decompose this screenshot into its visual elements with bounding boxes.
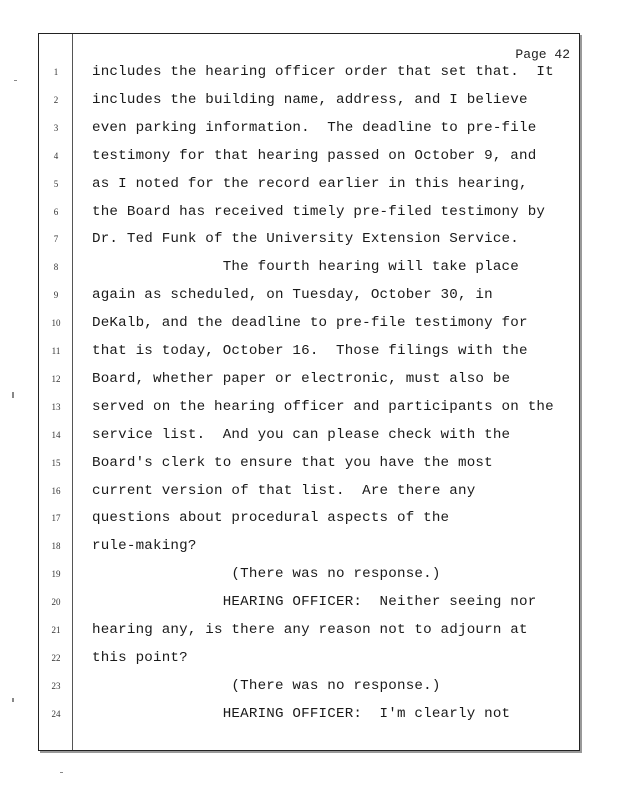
line-text: this point? (92, 649, 188, 666)
line-number: 15 (51, 457, 61, 468)
line-text: HEARING OFFICER: Neither seeing nor (92, 594, 537, 611)
transcript-line (0, 287, 618, 315)
line-number: 3 (53, 122, 59, 133)
line-number: 19 (51, 569, 61, 580)
line-text: (There was no response.) (92, 677, 441, 694)
line-text: Board, whether paper or electronic, must also be (92, 370, 511, 387)
scan-speck (12, 392, 14, 398)
line-text: Dr. Ted Funk of the University Extension Service. (92, 231, 519, 248)
line-text: questions about procedural aspects of the (92, 510, 450, 527)
line-text: (There was no response.) (92, 566, 441, 583)
line-number: 10 (51, 318, 61, 329)
line-number: 13 (51, 401, 61, 412)
line-text: served on the hearing officer and participants on the (92, 398, 554, 415)
line-number: 20 (51, 597, 61, 608)
line-text: rule-making? (92, 538, 197, 555)
transcript-line (0, 92, 618, 120)
line-text: again as scheduled, on Tuesday, October 30, in (92, 287, 493, 304)
line-number: 21 (51, 625, 61, 635)
line-text: includes the hearing officer order that set that. It (92, 64, 554, 80)
line-text: hearing any, is there any reason not to adjourn at (92, 622, 528, 638)
transcript-line (0, 566, 618, 594)
transcript-line (0, 315, 618, 343)
transcript-line (0, 510, 618, 538)
line-text: testimony for that hearing passed on October 9, and (92, 147, 537, 164)
transcript-line (0, 64, 618, 92)
line-number: 22 (51, 652, 61, 663)
line-number: 14 (51, 429, 61, 440)
line-number: 11 (51, 346, 61, 356)
line-text: service list. And you can please check with the (92, 426, 511, 443)
transcript-line (0, 371, 618, 399)
line-number: 9 (53, 290, 59, 301)
transcript-line (0, 594, 618, 622)
transcript-line (0, 231, 618, 259)
transcript-line (0, 120, 618, 148)
line-number: 5 (53, 178, 59, 189)
transcript-line (0, 176, 618, 204)
line-number: 4 (53, 150, 59, 161)
line-text: as I noted for the record earlier in this hearing, (92, 175, 528, 192)
line-text: DeKalb, and the deadline to pre-file testimony for (92, 315, 528, 332)
transcript-line (0, 343, 618, 371)
transcript-line (0, 538, 618, 566)
line-number: 2 (53, 94, 59, 105)
scan-speck (60, 772, 63, 773)
transcript-line (0, 650, 618, 678)
line-number: 24 (51, 708, 61, 719)
line-text: the Board has received timely pre-filed testimony by (92, 203, 546, 220)
transcript-line (0, 259, 618, 287)
transcript-line (0, 622, 618, 650)
transcript-line (0, 483, 618, 511)
transcript-line (0, 399, 618, 427)
line-number: 17 (51, 513, 61, 524)
line-text: that is today, October 16. Those filings with the (92, 343, 528, 359)
transcript-line (0, 455, 618, 483)
line-number: 12 (51, 373, 61, 384)
page-number: Page 42 (515, 47, 570, 62)
line-text: HEARING OFFICER: I'm clearly not (92, 705, 511, 722)
line-number: 18 (51, 541, 61, 552)
line-number: 6 (53, 206, 59, 217)
line-text: current version of that list. Are there any (92, 482, 476, 499)
transcript-line (0, 204, 618, 232)
transcript-line (0, 148, 618, 176)
line-number: 1 (53, 67, 59, 77)
line-number: 8 (53, 262, 59, 273)
line-text: even parking information. The deadline to pre-file (92, 119, 537, 136)
line-number: 7 (53, 234, 59, 245)
line-text: The fourth hearing will take place (92, 259, 519, 276)
line-number: 23 (51, 680, 61, 691)
transcript-line (0, 706, 618, 734)
line-number: 16 (51, 485, 61, 496)
scan-speck (14, 80, 17, 81)
transcript-line (0, 427, 618, 455)
scan-speck (12, 698, 14, 702)
transcript-line (0, 678, 618, 706)
line-text: Board's clerk to ensure that you have the most (92, 454, 493, 471)
line-text: includes the building name, address, and I believe (92, 91, 528, 108)
